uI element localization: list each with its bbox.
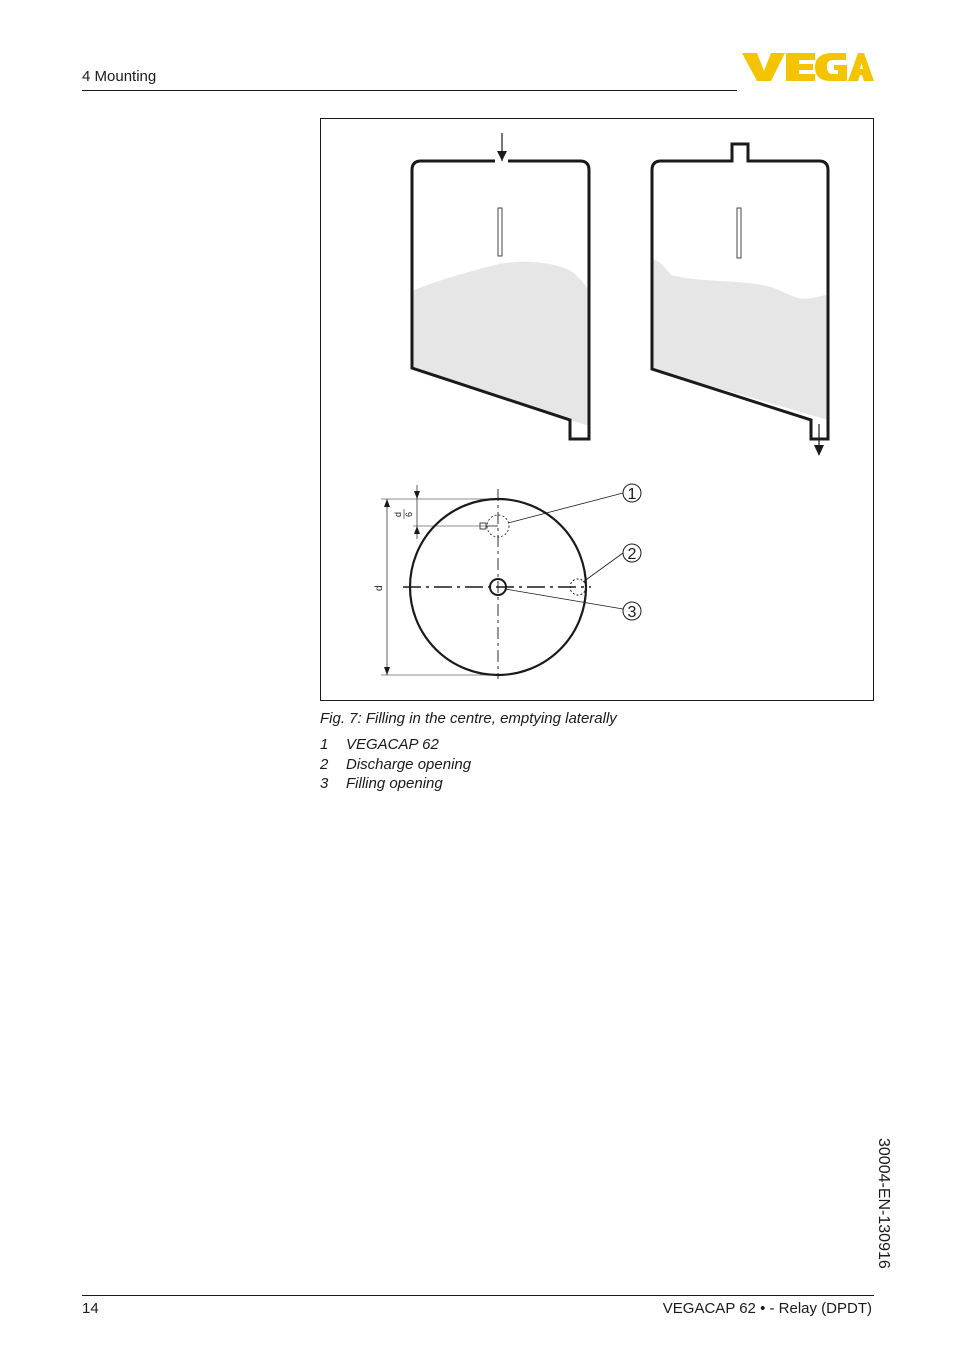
legend-number: 1: [320, 736, 329, 753]
legend-item: [320, 756, 471, 776]
product-name: VEGACAP 62 • - Relay (DPDT): [662, 1300, 872, 1317]
bulk-media-left: [412, 262, 589, 426]
logo-letter-e: [786, 53, 815, 81]
legend-item: [320, 775, 471, 795]
dimension-d6-numerator: d: [393, 511, 403, 517]
figure-legend: [320, 736, 471, 795]
footer-rule: [82, 1295, 874, 1296]
figure-frame: [320, 118, 874, 701]
vega-logo: [740, 50, 874, 84]
section-title: 4 Mounting: [82, 68, 157, 85]
page-number: 14: [82, 1300, 99, 1317]
logo-letter-a: [848, 53, 874, 81]
top-view: [374, 484, 641, 679]
document-code: 30004-EN-130916: [875, 1138, 892, 1269]
header-rule: [82, 90, 737, 91]
figure-caption: Fig. 7: Filling in the centre, emptying laterally: [320, 710, 617, 727]
probe-left-icon: [498, 208, 502, 256]
legend-number: 3: [320, 775, 329, 792]
dimension-d-label: d: [374, 585, 385, 591]
legend-item: [320, 736, 471, 756]
dimension-d6-denominator: 6: [404, 511, 414, 517]
probe-right-icon: [737, 208, 741, 258]
callout-2-label: 2: [627, 546, 637, 563]
discharge-arrow-icon: [814, 445, 824, 456]
logo-letter-v: [742, 53, 785, 81]
legend-number: 2: [320, 755, 329, 773]
tank-left: [412, 133, 589, 439]
fill-arrow-icon: [497, 151, 507, 161]
legend-text: Discharge opening: [346, 755, 472, 773]
logo-letter-g: [815, 53, 847, 81]
callout-3-label: 3: [627, 604, 637, 621]
legend-text: Filling opening: [346, 775, 443, 792]
mounting-diagram: [321, 119, 875, 702]
callout-1-label: 1: [627, 486, 637, 503]
legend-text: VEGACAP 62: [346, 736, 439, 753]
tank-right: [652, 144, 828, 456]
